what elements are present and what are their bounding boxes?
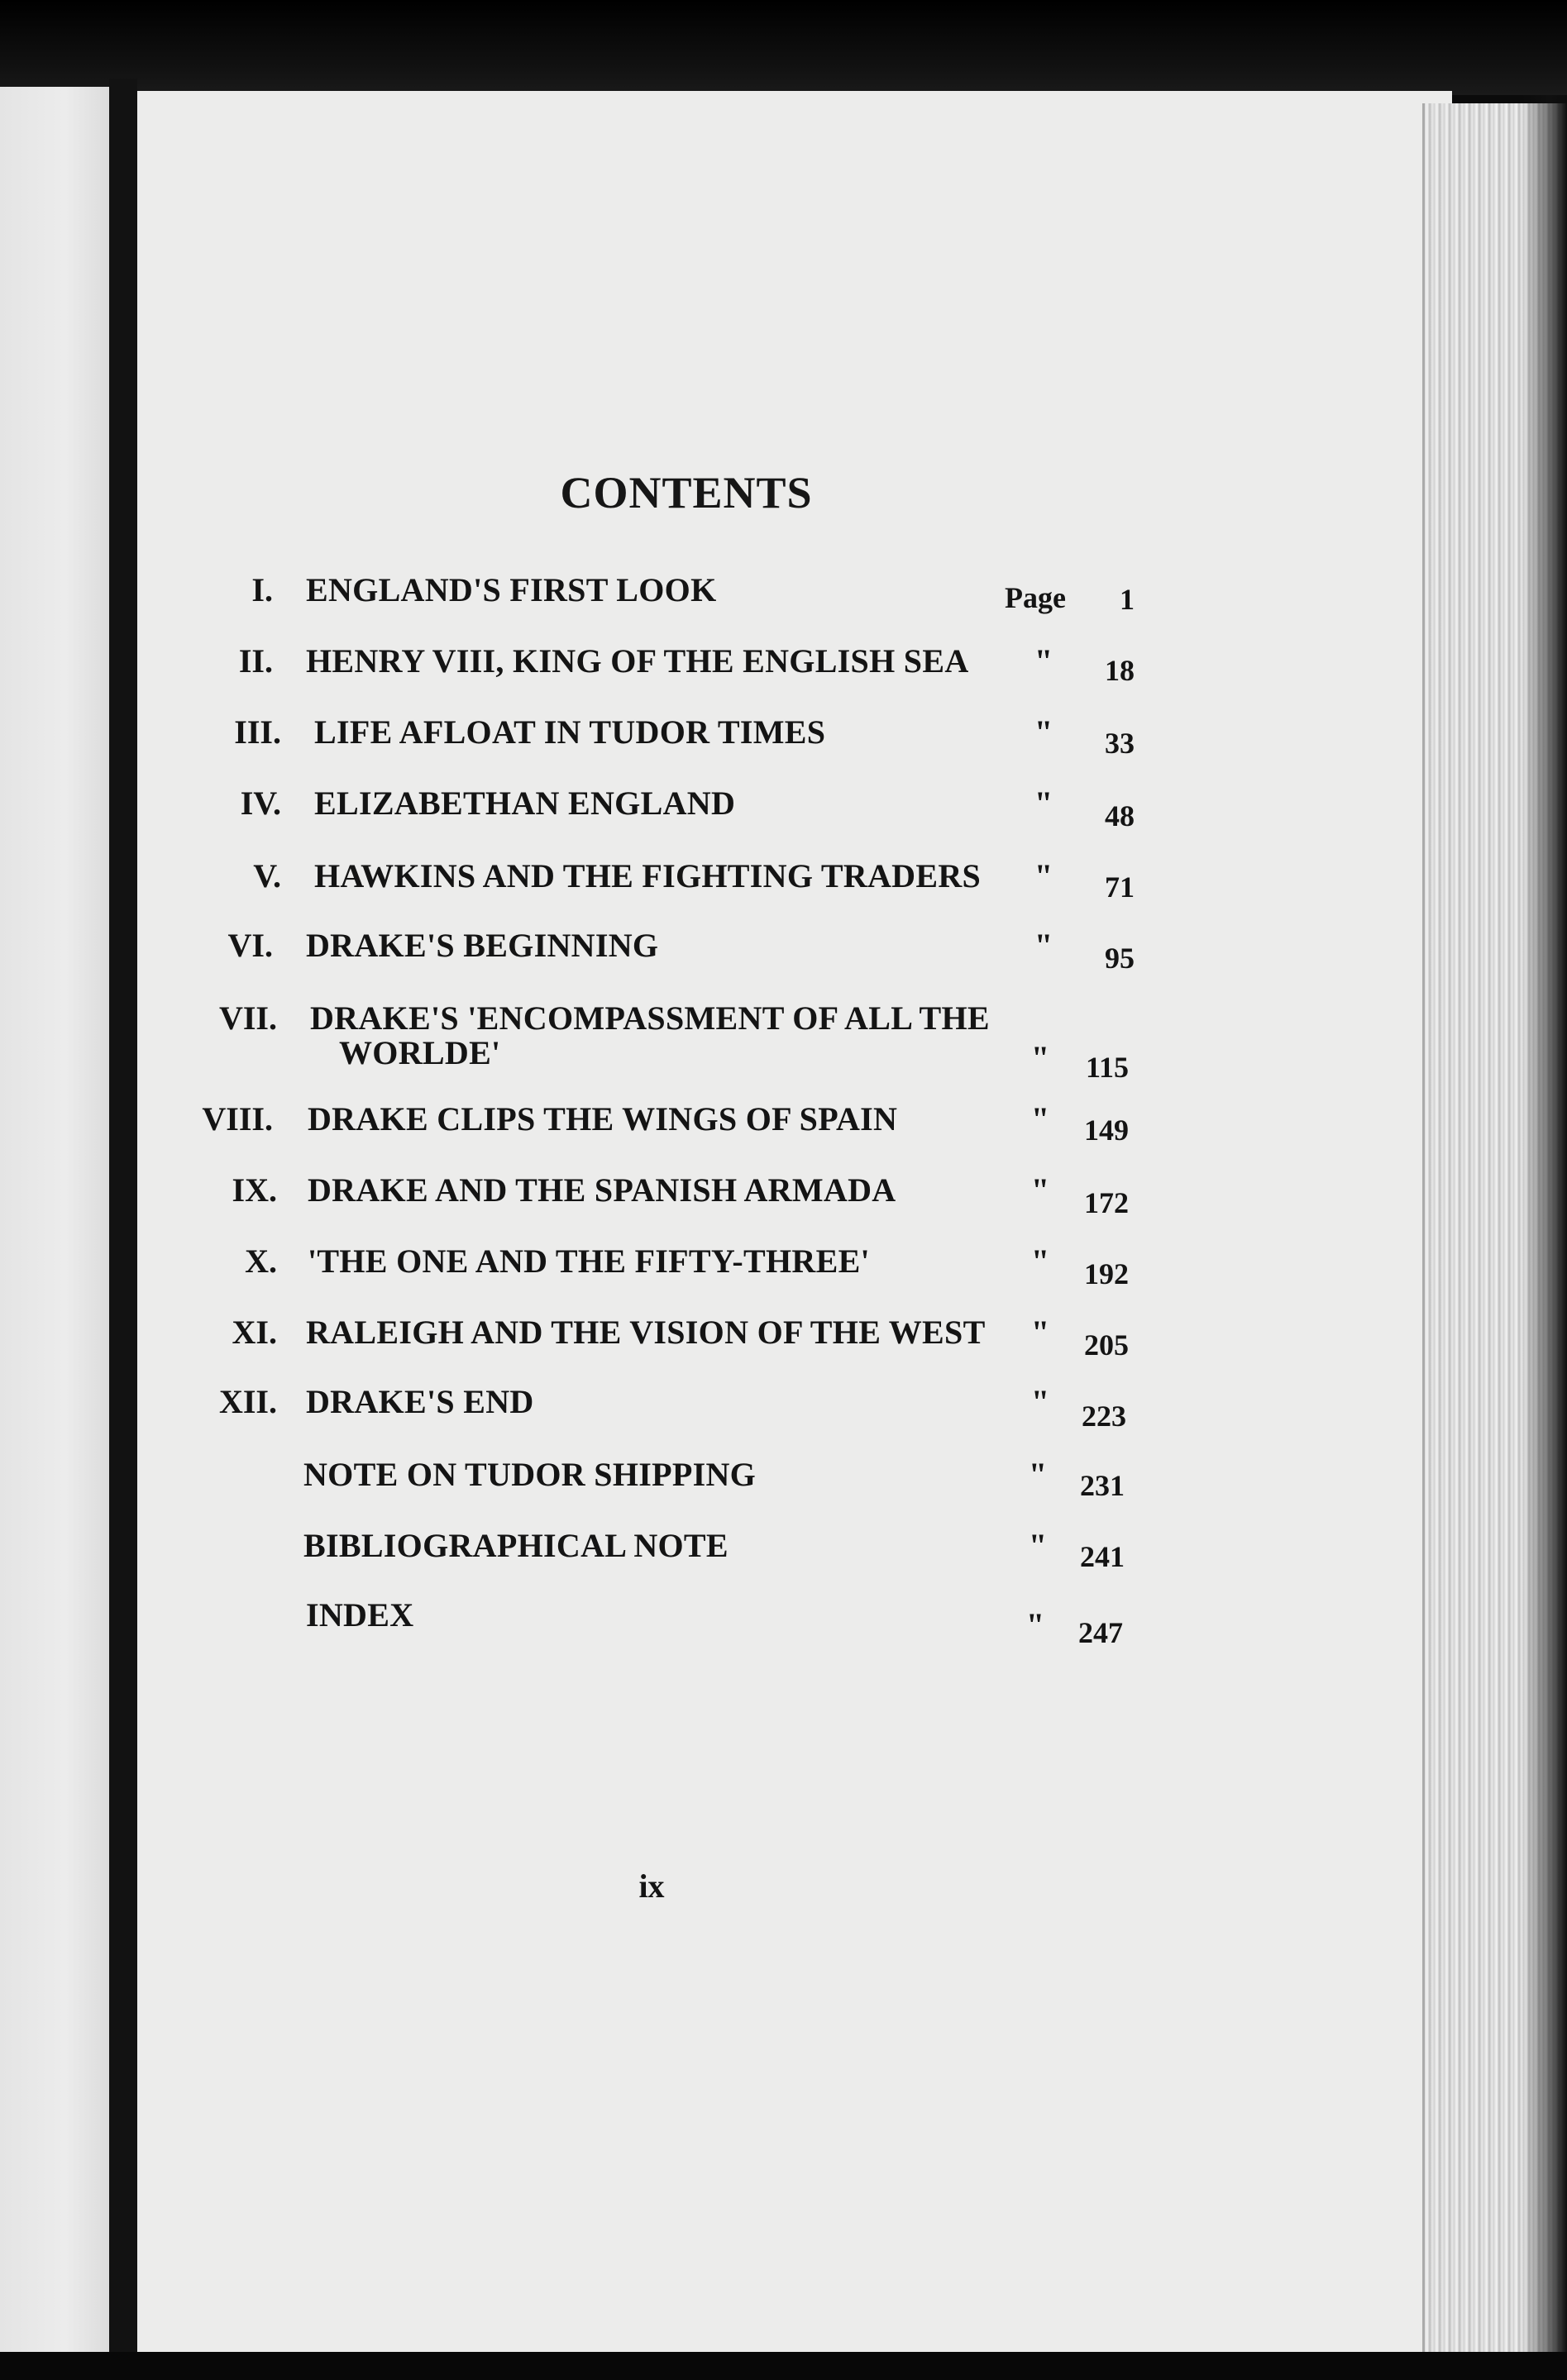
chapter-page: 205 <box>1084 1328 1129 1362</box>
chapter-number: VII. <box>218 999 277 1037</box>
chapter-number: IX. <box>232 1171 277 1209</box>
chapter-title: HENRY VIII, KING OF THE ENGLISH SEA <box>306 642 969 680</box>
chapter-page: 95 <box>1105 942 1135 975</box>
chapter-number: IV. <box>240 785 281 822</box>
chapter-title: ELIZABETHAN ENGLAND <box>314 785 736 822</box>
chapter-page: 115 <box>1085 1051 1129 1084</box>
chapter-page: 1 <box>1120 583 1135 616</box>
chapter-number: X. <box>245 1242 277 1280</box>
chapter-title: DRAKE AND THE SPANISH ARMADA <box>308 1171 896 1209</box>
ditto-mark: " <box>1030 1242 1050 1280</box>
appendix-page: 247 <box>1078 1616 1123 1649</box>
chapter-number: III. <box>234 713 281 751</box>
chapter-number: VI. <box>227 927 273 964</box>
chapter-number: V. <box>253 857 281 894</box>
chapter-page: 33 <box>1105 727 1135 760</box>
chapter-page: 192 <box>1084 1257 1129 1290</box>
ditto-mark: " <box>1028 1527 1048 1564</box>
ditto-mark: " <box>1034 857 1053 894</box>
ditto-mark: " <box>1030 1314 1050 1351</box>
ditto-mark: " <box>1034 642 1053 680</box>
chapter-number: I. <box>251 571 273 608</box>
ditto-mark: " <box>1030 1171 1050 1209</box>
chapter-number: VIII. <box>202 1100 273 1138</box>
chapter-title: RALEIGH AND THE VISION OF THE WEST <box>306 1314 986 1351</box>
chapter-title-continued: WORLDE' <box>339 1034 501 1071</box>
chapter-title: DRAKE'S BEGINNING <box>306 927 659 964</box>
ditto-mark: " <box>1028 1456 1048 1493</box>
page-title: CONTENTS <box>560 468 813 517</box>
appendix-title: INDEX <box>306 1596 414 1634</box>
appendix-title: NOTE ON TUDOR SHIPPING <box>303 1456 757 1493</box>
ditto-mark: " <box>1030 1039 1050 1076</box>
page-column-label: Page <box>1005 581 1066 614</box>
ditto-mark: " <box>1030 1100 1050 1138</box>
ditto-mark: " <box>1034 713 1053 751</box>
chapter-page: 18 <box>1105 654 1135 687</box>
chapter-number: II. <box>238 642 273 680</box>
ditto-mark: " <box>1034 785 1053 822</box>
chapter-number: XI. <box>232 1314 277 1351</box>
appendix-page: 241 <box>1080 1540 1125 1573</box>
chapter-title: DRAKE'S 'ENCOMPASSMENT OF ALL THE <box>310 999 990 1037</box>
chapter-page: 172 <box>1084 1186 1129 1219</box>
chapter-title: LIFE AFLOAT IN TUDOR TIMES <box>314 713 826 751</box>
chapter-title: ENGLAND'S FIRST LOOK <box>306 571 717 608</box>
chapter-page: 223 <box>1082 1400 1126 1433</box>
chapter-title: 'THE ONE AND THE FIFTY-THREE' <box>308 1242 870 1280</box>
ditto-mark: " <box>1034 927 1053 964</box>
chapter-page: 48 <box>1105 799 1135 832</box>
appendix-page: 231 <box>1080 1469 1125 1502</box>
chapter-page: 71 <box>1105 870 1135 904</box>
page-folio: ix <box>638 1867 665 1905</box>
chapter-title: DRAKE CLIPS THE WINGS OF SPAIN <box>308 1100 898 1138</box>
chapter-number: XII. <box>218 1383 277 1420</box>
chapter-title: DRAKE'S END <box>306 1383 534 1420</box>
appendix-title: BIBLIOGRAPHICAL NOTE <box>303 1527 729 1564</box>
chapter-title: HAWKINS AND THE FIGHTING TRADERS <box>314 857 982 894</box>
ditto-mark: " <box>1025 1606 1045 1643</box>
ditto-mark: " <box>1030 1383 1050 1420</box>
chapter-page: 149 <box>1084 1114 1129 1147</box>
